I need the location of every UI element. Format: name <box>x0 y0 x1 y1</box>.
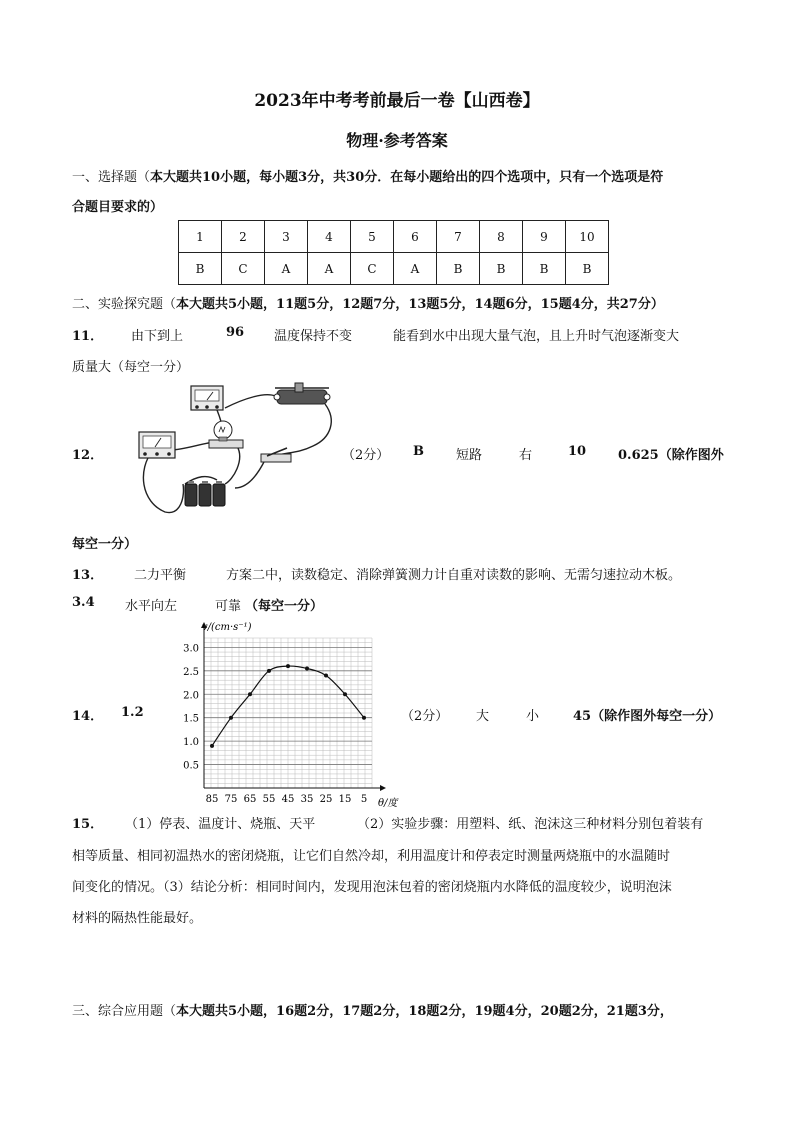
section3-rule: 本大题共5小题，16题2分，17题2分，18题2分，19题4分，20题2分，21题3分， <box>176 1004 673 1019</box>
q15-line-3: 间变化的情况。（3）结论分析：相同时间内，发现用泡沫包着的密闭烧瓶内水降低的温度较少，说明泡沫 <box>72 880 672 895</box>
section3-label: 三、综合应用题（ <box>72 1004 177 1019</box>
voltmeter-icon <box>139 432 175 458</box>
q14-answer-2: 大 <box>476 709 490 724</box>
data-point <box>362 716 366 720</box>
q15-line-1b: （2）实验步骤：用塑料、纸、泡沫这三种材料分别包着装有 <box>357 817 704 832</box>
data-point <box>210 744 214 748</box>
data-point <box>267 669 271 673</box>
y-tick-label: 1.5 <box>183 713 199 725</box>
section1-heading-cont: 合题目要求的） <box>72 200 164 215</box>
q12-points: （2分） <box>342 448 390 463</box>
answer-table-number-cell: 1 <box>179 221 222 253</box>
q12-answer-6: 每空一分） <box>72 537 138 552</box>
answer-table-answer-cell: A <box>265 253 308 285</box>
answer-table-numbers-row <box>179 221 609 253</box>
battery-icon <box>185 481 225 506</box>
answer-table-number-cell: 2 <box>222 221 265 253</box>
q12-answer-3: 右 <box>519 448 533 463</box>
q12-answer-5: 0.625（除作图外 <box>618 448 724 463</box>
section2-rule: 本大题共5小题，11题5分，12题7分，13题5分，14题6分，15题4分，共27分） <box>176 297 664 312</box>
q11-answer-2: 96 <box>226 325 245 340</box>
section1-heading <box>72 166 663 185</box>
q12-answer-4: 10 <box>568 444 587 459</box>
answer-table-answer-cell: A <box>394 253 437 285</box>
answer-table-number-cell: 7 <box>437 221 480 253</box>
q13-answer-1: 二力平衡 <box>134 568 187 583</box>
section1-label: 一、选择题（ <box>72 170 151 185</box>
circuit-diagram <box>125 380 337 520</box>
q15-line-4: 材料的隔热性能最好。 <box>72 911 203 926</box>
answer-table-number-cell: 4 <box>308 221 351 253</box>
answer-table-answer-cell: C <box>222 253 265 285</box>
data-point <box>248 692 252 696</box>
data-point <box>324 674 328 678</box>
answer-table <box>178 220 609 285</box>
y-tick-label: 2.0 <box>183 690 199 702</box>
answer-table-answer-cell: B <box>566 253 609 285</box>
q12-number: 12． <box>72 448 104 463</box>
ammeter-icon <box>191 386 223 410</box>
q15-number: 15． <box>72 817 104 832</box>
x-tick-label: 45 <box>281 794 295 805</box>
q15-line-2: 相等质量、相同初温热水的密闭烧瓶，让它们自然冷却，利用温度计和停表定时测量两烧瓶中的水温随时 <box>72 849 671 864</box>
q13-answer-3: 3.4 <box>72 595 95 610</box>
section2-heading <box>72 293 664 312</box>
q11-answer-1: 由下到上 <box>131 329 184 344</box>
q11-number: 11． <box>72 329 104 344</box>
y-tick-label: 0.5 <box>183 760 199 772</box>
q13-note: （每空一分） <box>245 599 324 614</box>
q13-answer-4: 水平向左 <box>125 599 178 614</box>
answer-table-answer-cell: B <box>523 253 566 285</box>
x-tick-label: 15 <box>338 794 352 805</box>
answer-table-answer-cell: B <box>179 253 222 285</box>
answer-table-answers-row <box>179 253 609 285</box>
x-axis-arrow <box>380 785 386 791</box>
rheostat-icon <box>274 383 330 404</box>
data-point <box>343 692 347 696</box>
data-point <box>229 716 233 720</box>
section3-heading <box>72 1000 673 1019</box>
x-tick-label: 5 <box>360 794 368 805</box>
page-subtitle: 物理·参考答案 <box>346 131 448 150</box>
x-tick-label: 75 <box>224 794 238 805</box>
y-tick-label: 2.5 <box>183 666 199 678</box>
q11-answer-3: 温度保持不变 <box>274 329 353 344</box>
x-tick-label: 85 <box>205 794 219 805</box>
q13-number: 13． <box>72 568 104 583</box>
q13-answer-5: 可靠 <box>215 599 242 614</box>
answer-table-answer-cell: B <box>437 253 480 285</box>
q14-answer-1: 1.2 <box>121 705 144 720</box>
y-tick-label: 1.0 <box>183 737 199 749</box>
q14-answer-4: 45（除作图外每空一分） <box>573 709 722 724</box>
answer-table-answer-cell: B <box>480 253 523 285</box>
q14-answer-3: 小 <box>526 709 540 724</box>
section1-rule: 本大题共10小题，每小题3分，共30分．在每小题给出的四个选项中，只有一个选项是符 <box>150 170 664 185</box>
data-point <box>305 666 309 670</box>
q12-answer-2: 短路 <box>456 448 483 463</box>
x-axis-label: θ/度 <box>378 798 398 809</box>
answer-table-number-cell: 5 <box>351 221 394 253</box>
q14-number: 14． <box>72 709 104 724</box>
bulb-icon <box>209 421 243 448</box>
y-tick-label: 3.0 <box>183 643 199 655</box>
data-point <box>286 664 290 668</box>
q13-answer-2: 方案二中，读数稳定、消除弹簧测力计自重对读数的影响、无需匀速拉动木板。 <box>226 568 682 583</box>
page-title: 2023年中考考前最后一卷【山西卷】 <box>254 91 540 111</box>
x-tick-label: 25 <box>319 794 333 805</box>
q15-line-1a: （1）停表、温度计、烧瓶、天平 <box>125 817 316 832</box>
x-tick-label: 65 <box>243 794 257 805</box>
answer-table-answer-cell: A <box>308 253 351 285</box>
q14-points: （2分） <box>401 709 449 724</box>
section2-label: 二、实验探究题（ <box>72 297 177 312</box>
switch-icon <box>261 448 291 462</box>
answer-table-number-cell: 6 <box>394 221 437 253</box>
answer-table-answer-cell: C <box>351 253 394 285</box>
x-tick-label: 55 <box>262 794 276 805</box>
q11-answer-5: 质量大（每空一分） <box>72 360 190 375</box>
y-axis-label: v/(cm·s⁻¹) <box>202 622 252 633</box>
x-tick-label: 35 <box>300 794 314 805</box>
answer-table-number-cell: 9 <box>523 221 566 253</box>
answer-table-number-cell: 3 <box>265 221 308 253</box>
q11-answer-4: 能看到水中出现大量气泡，且上升时气泡逐渐变大 <box>393 329 680 344</box>
velocity-angle-chart <box>162 618 398 809</box>
answer-table-number-cell: 10 <box>566 221 609 253</box>
answer-table-number-cell: 8 <box>480 221 523 253</box>
q12-answer-1: B <box>413 444 424 459</box>
